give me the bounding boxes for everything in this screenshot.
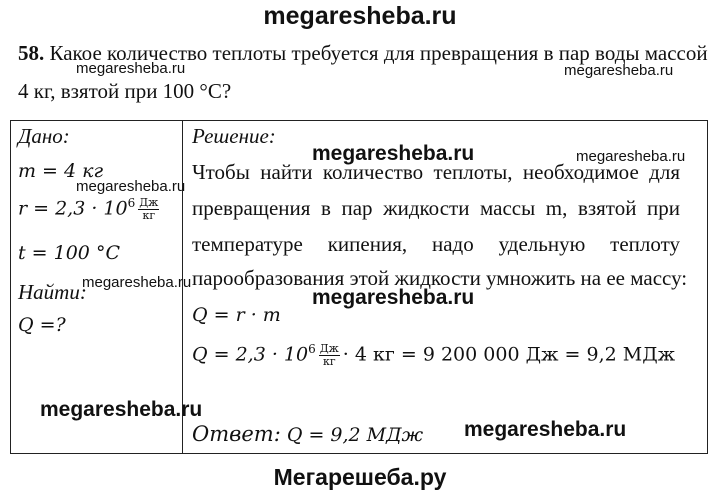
answer	[192, 422, 423, 446]
watermark-small: megaresheba.ru	[564, 62, 674, 79]
given-temperature: t = 100 °С	[18, 242, 120, 264]
calculation-unit: $\frac{Дж}{кг}$	[319, 341, 339, 368]
watermark-small: megaresheba.ru	[576, 148, 686, 165]
watermark-big: megaresheba.ru	[312, 142, 475, 165]
calculation	[192, 342, 675, 368]
watermark-small: megaresheba.ru	[82, 274, 192, 291]
watermark-big: megaresheba.ru	[40, 398, 203, 421]
answer-label: Ответ:	[192, 422, 281, 446]
problem-line-2: 4 кг, взятой при 100 °С?	[18, 79, 232, 103]
solution-line-1: Чтобы найти количество теплоты, необходимое для	[192, 160, 680, 184]
problem-number: 58.	[18, 41, 45, 65]
given-heat-value: r = 2,3 · 10	[18, 197, 128, 220]
solution-title: Решение:	[192, 124, 276, 148]
watermark-big: megaresheba.ru	[312, 286, 475, 309]
calculation-exponent: 6	[308, 342, 316, 356]
watermark-small: megaresheba.ru	[76, 178, 186, 195]
formula: Q = r · m	[192, 304, 281, 326]
given-mass: m = 4 кг	[18, 160, 104, 182]
given-title: Дано:	[18, 124, 70, 148]
watermark-small: megaresheba.ru	[76, 60, 186, 77]
find-title: Найти:	[18, 280, 87, 304]
watermark-big: megaresheba.ru	[464, 418, 627, 441]
given-heat-unit: $\frac{Дж}{кг}$	[139, 195, 159, 222]
answer-value: Q = 9,2 МДж	[286, 424, 424, 446]
find-value: Q =?	[18, 314, 66, 336]
calculation-result: · 4 кг = 9 200 000 Дж = 9,2 МДж	[342, 343, 676, 366]
watermark-bottom: Мегарешеба.ру	[273, 464, 447, 490]
watermark-top: megaresheba.ru	[263, 2, 457, 30]
solution-line-2: превращения в пар жидкости массы m, взятой при	[192, 196, 680, 220]
solution-line-4: парообразования этой жидкости умножить на ее массу:	[192, 266, 688, 290]
given-heat	[18, 196, 162, 222]
solution-line-3: температуре кипения, надо удельную теплоту	[192, 232, 680, 256]
given-heat-exponent: 6	[127, 196, 136, 210]
calculation-start: Q = 2,3 · 10	[192, 343, 309, 366]
problem-text-1: Какое количество теплоты требуется для превращения в пар воды массой	[49, 41, 708, 65]
